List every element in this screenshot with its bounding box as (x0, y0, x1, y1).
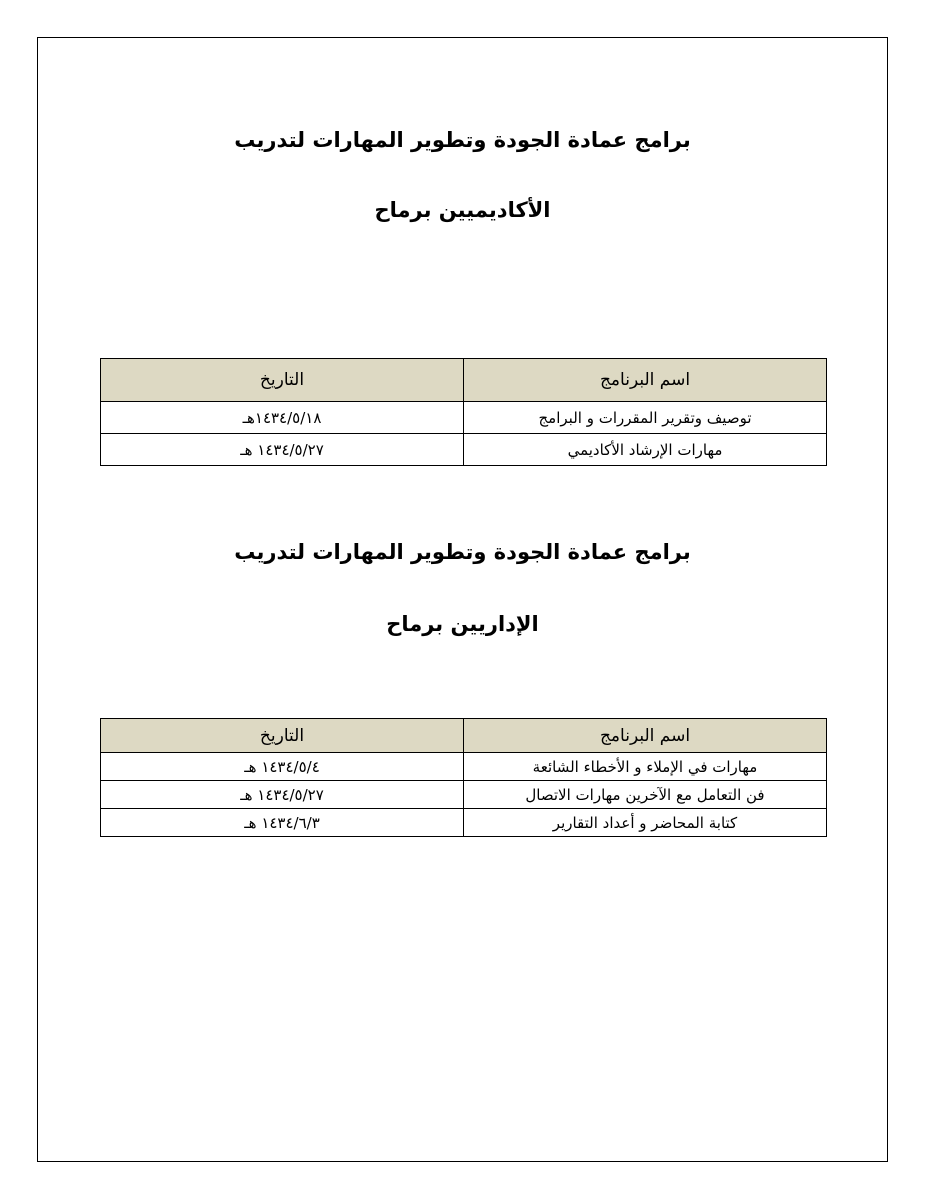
date-header: التاريخ (101, 359, 464, 402)
date-header: التاريخ (101, 719, 464, 753)
academics-programs-table (100, 358, 827, 466)
section-2-subtitle: الإداريين برماح (386, 612, 539, 636)
administrators-programs-table (100, 718, 827, 837)
program-name-cell: مهارات الإرشاد الأكاديمي (464, 434, 827, 466)
program-name-header: اسم البرنامج (464, 719, 827, 753)
date-cell: ١٤٣٤/٥/١٨هـ (101, 402, 464, 434)
table-row (101, 753, 827, 781)
table-row (101, 434, 827, 466)
table-header-row (101, 719, 827, 753)
date-cell: ١٤٣٤/٥/٢٧ هـ (101, 434, 464, 466)
program-name-cell: فن التعامل مع الآخرين مهارات الاتصال (464, 781, 827, 809)
date-cell: ١٤٣٤/٥/٤ هـ (101, 753, 464, 781)
program-name-cell: كتابة المحاضر و أعداد التقارير (464, 809, 827, 837)
date-cell: ١٤٣٤/٦/٣ هـ (101, 809, 464, 837)
section-1-title: برامج عمادة الجودة وتطوير المهارات لتدريب (234, 128, 691, 152)
section-2-title: برامج عمادة الجودة وتطوير المهارات لتدريب (234, 540, 691, 564)
date-cell: ١٤٣٤/٥/٢٧ هـ (101, 781, 464, 809)
program-name-header: اسم البرنامج (464, 359, 827, 402)
program-name-cell: مهارات في الإملاء و الأخطاء الشائعة (464, 753, 827, 781)
table-header-row (101, 359, 827, 402)
section-1-subtitle: الأكاديميين برماح (374, 198, 551, 222)
table-row (101, 402, 827, 434)
table-row (101, 781, 827, 809)
table-row (101, 809, 827, 837)
program-name-cell: توصيف وتقرير المقررات و البرامج (464, 402, 827, 434)
